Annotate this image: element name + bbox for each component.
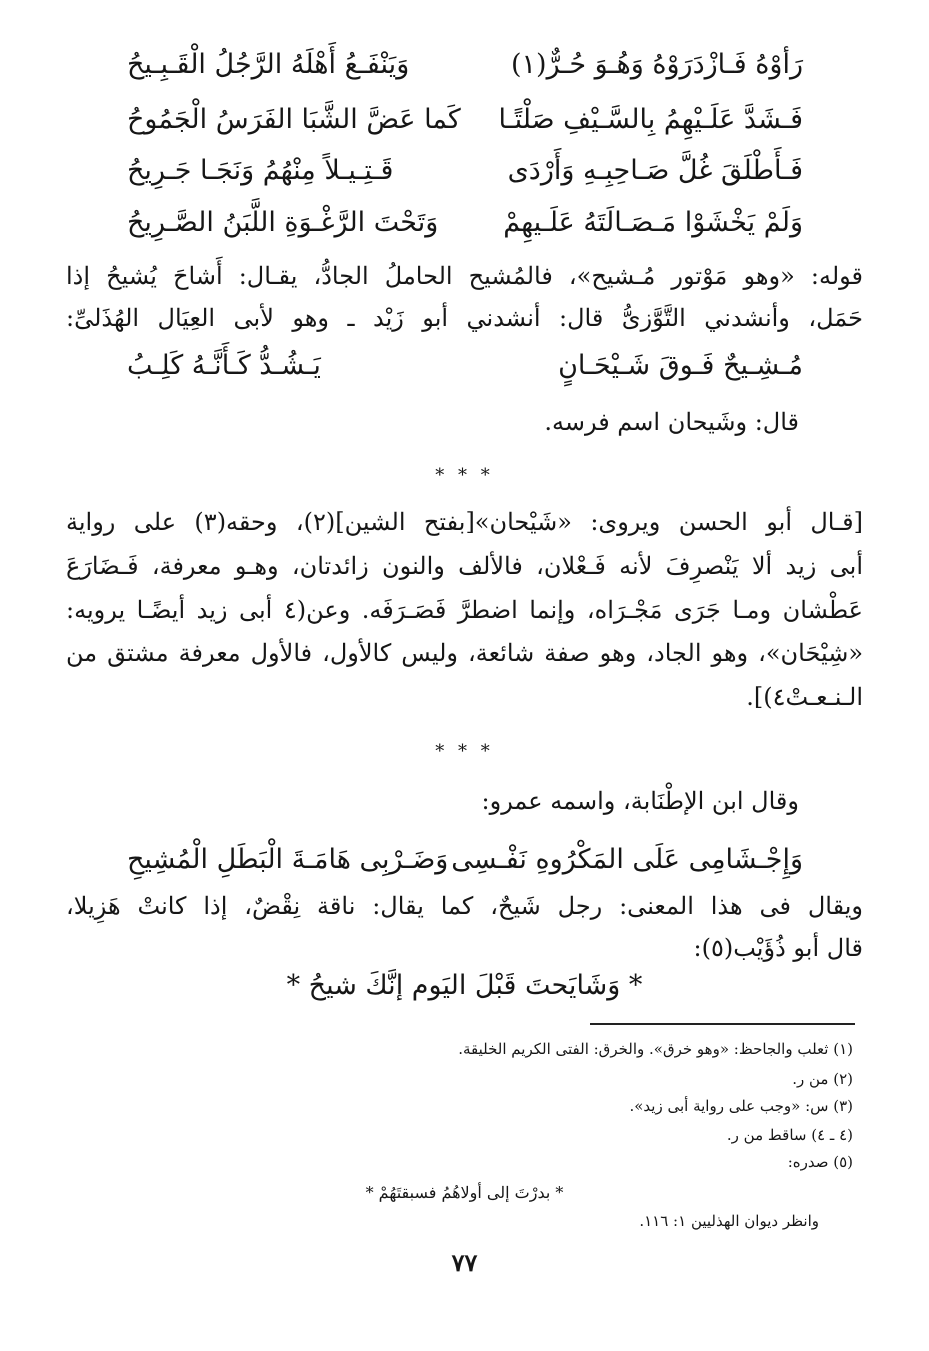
verse-line (127, 840, 803, 880)
paragraph-line: [قـال أبو الحسن ويروى: «شَيْحان»[بفتح الشين](٢)، وحقه(٣) على رواية (66, 508, 863, 536)
footnote: (٥) صدره: (787, 1153, 853, 1171)
paragraph-line: عَطْشان ومـا جَرَى مَجْـرَاه، وإنما اضطرَّ فَصَـرَفَه. وعن(٤ أبى زيد أيضًـا يرويه: (66, 596, 863, 624)
verse-right-hemistich: فَـأَطْلَقَ غُلَّ صَـاحِبِـهِ وَأَرْدَى (507, 155, 803, 186)
paragraph-line: قال أبو ذُؤَيْب(٥): (693, 934, 863, 962)
paragraph-line: وقال ابن الإطْنَابة، واسمه عمرو: (481, 787, 799, 815)
footnote: (٤ ـ ٤) ساقط من ر. (726, 1126, 853, 1144)
verse-line (127, 151, 803, 191)
footnote-verse: * بدرْتَ إلى أولاهُمُ فسبقتَهُمْ * (365, 1183, 564, 1202)
verse-left-hemistich: كَما عَضَّ الشَّبَا الفَرَسُ الْجَمُوحُ (127, 104, 461, 135)
verse-line (127, 100, 803, 140)
verse-left-hemistich: وَتَحْتَ الرَّغْـوَةِ اللَّبَنُ الصَّـرِيحُ (127, 207, 439, 238)
paragraph-line: «شِيْحَان»، وهو الجاد، وهو صفة شائعة، وليس كالأول، فالأول معرفة مشتق من (66, 639, 863, 667)
paragraph-line: قوله: «وهو مَوْتور مُـشيح»، فالمُشيح الحاملُ الجادُّ، يقـال: أَشاحَ يُشيحُ إذا (66, 262, 863, 290)
footnote: (٢) من ر. (792, 1070, 853, 1088)
verse-hemistich-centered: * وَشَايَحتَ قَبْلَ اليَوم إنَّكَ شيحُ * (286, 970, 643, 1001)
footnote: (٣) س: «وجب على رواية أبى زيد». (629, 1097, 853, 1115)
verse-right-hemistich: مُـشِـيحٌ فَـوقَ شَـيْحَـانٍ (558, 350, 803, 381)
footnote: (١) ثعلب والجاحظ: «وهو خرق». والخرق: الفتى الكريم الخليقة. (458, 1040, 853, 1058)
verse-left-hemistich: يَـشُـدُّ كَـأَنَّـهُ كَلِـبُ (127, 350, 321, 381)
paragraph-line: ويقال فى هذا المعنى: رجل شَيحٌ، كما يقال: ناقة نِقْضٌ، إذا كانتْ هَزِيلا، (66, 892, 863, 920)
verse-line (127, 45, 803, 85)
paragraph-line: قال: وشَيحان اسم فرسه. (544, 408, 799, 436)
verse-left-hemistich: وَيَنْفَـعُ أَهْلَهُ الرَّجُلُ الْقَـبِـيحُ (127, 49, 410, 80)
verse-right-hemistich: رَأوْهُ فَـازْدَرَوْهُ وَهُـوَ حُـرٌّ(١) (510, 49, 803, 80)
verse-line (127, 203, 803, 243)
paragraph-line: أبى زيد ألا يَنْصرِفَ لأنه فَـعْلان، فالألف والنون زائدتان، وهـو معرفة، فَـضَارَعَ (66, 552, 863, 580)
verse-right-hemistich: وَإِجْـشَامِى عَلَى المَكْرُوهِ نَفْـسِى (451, 844, 803, 875)
footnote-rule (590, 1023, 855, 1025)
footnote: وانظر ديوان الهذليين ١: ١١٦. (639, 1212, 819, 1230)
paragraph-line: الـنـعـتْ٤)]. (746, 683, 863, 711)
section-separator: * * * (435, 465, 494, 486)
page-number: ٧٧ (451, 1248, 478, 1277)
verse-right-hemistich: وَلَمْ يَخْشَوْا مَـصَـالَتَهُ عَلَـيهِمْ (503, 207, 803, 238)
paragraph-line: حَمَل، وأنشدني التَّوَّزىُّ قال: أنشدني أبو زَيْد ـ وهو لأبى العِيَال الهُذَلىِّ: (66, 304, 863, 332)
verse-right-hemistich: فَـشَدَّ عَلَـيْهِمُ بِالسَّـيْفِ صَلْتًـا (498, 104, 803, 135)
section-separator: * * * (435, 741, 494, 762)
verse-line (127, 346, 803, 386)
verse-left-hemistich: وَضَـرْبِى هَامَـةَ الْبَطَلِ الْمُشِيحِ (127, 844, 449, 875)
verse-left-hemistich: قَـتِـيـلاً مِنْهُمُ وَنَجَـا جَـرِيحُ (127, 155, 394, 186)
